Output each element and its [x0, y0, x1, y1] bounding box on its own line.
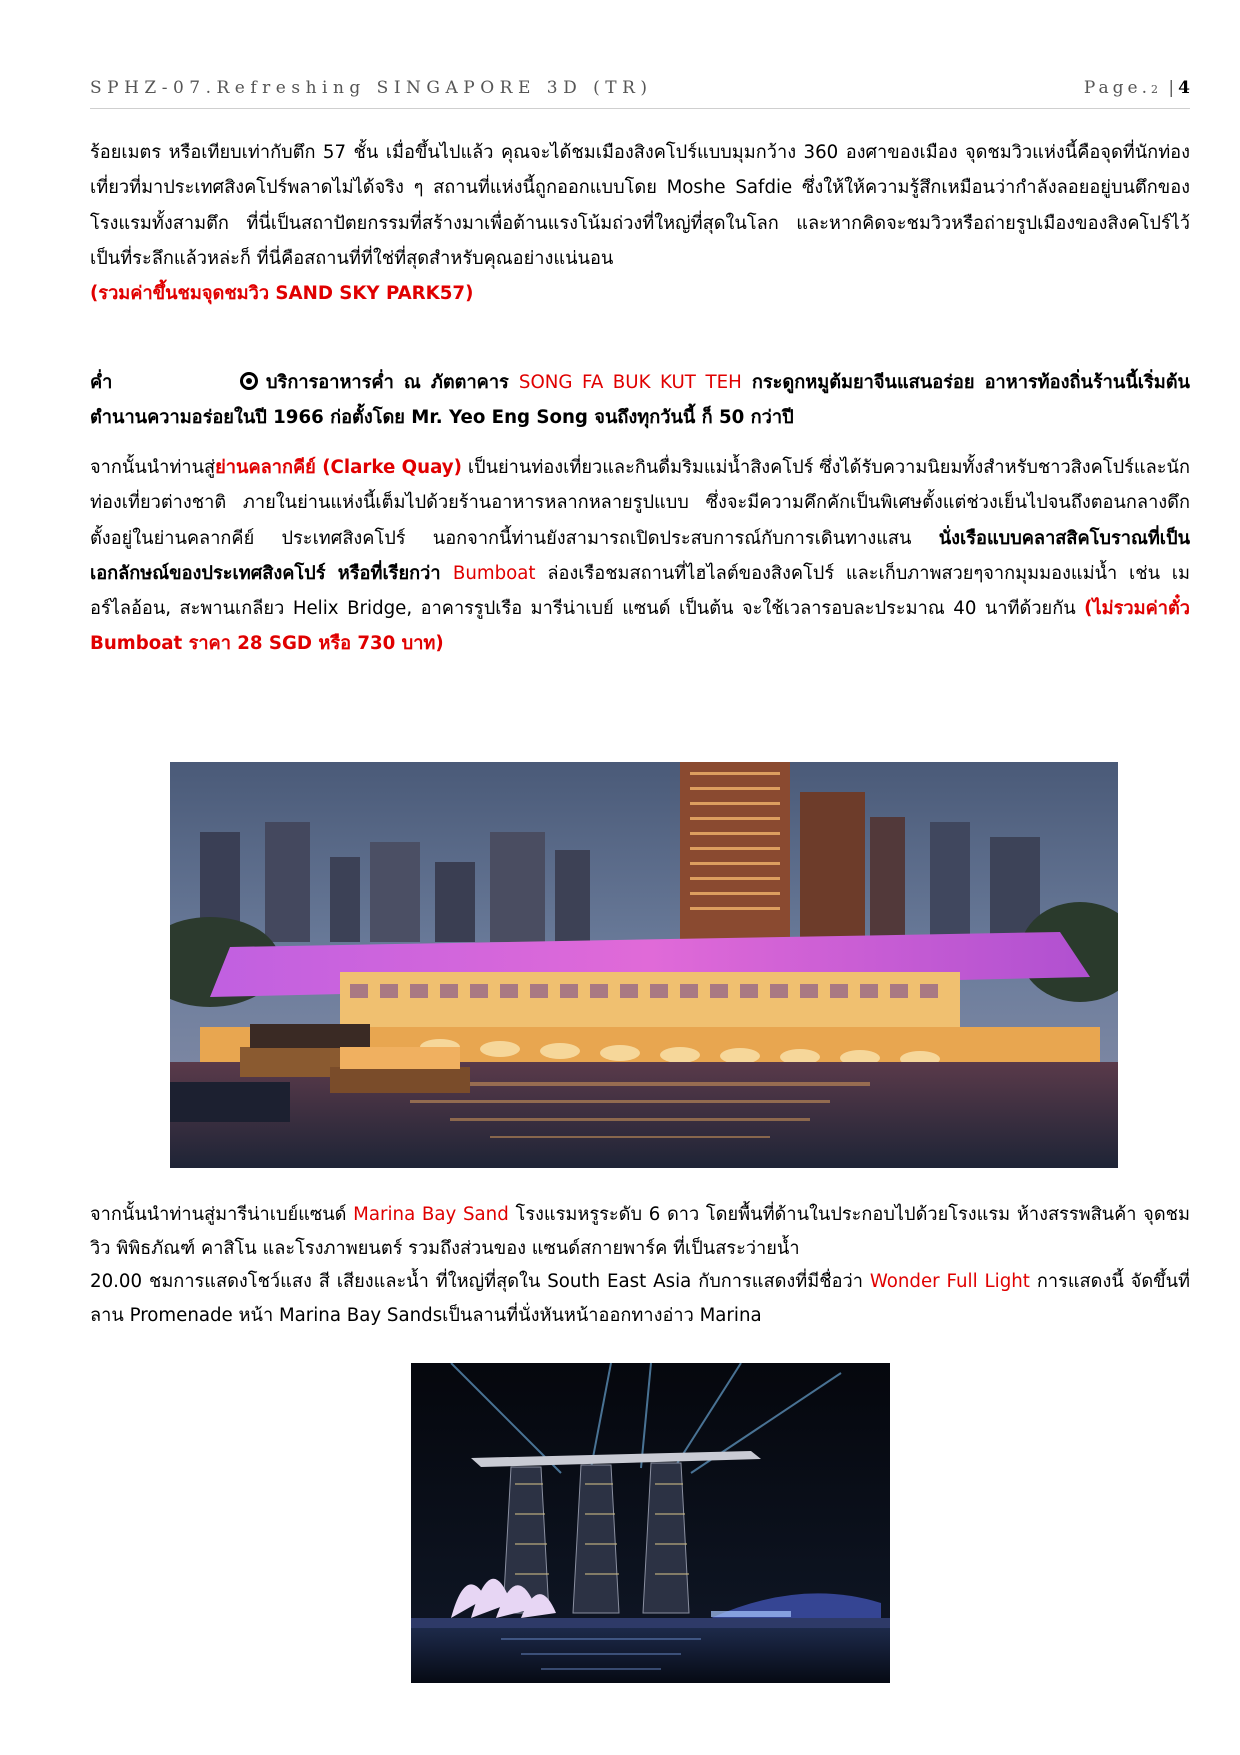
- marina-bay-paragraph: [90, 1198, 1190, 1265]
- skypark-paragraph: [90, 135, 1190, 276]
- marina-intro: จากนั้นนำท่านสู่มารีน่าเบย์แซนด์: [90, 1204, 354, 1225]
- clarke-quay-paragraph: [90, 450, 1190, 662]
- bumboat-bold: นั่งเรือแบบคลาสสิคโบราณที่เป็นเอกลักษณ์ของประเทศสิงคโปร์ หรือที่เรียกว่า: [90, 527, 1190, 584]
- dinner-text-a: บริการอาหารค่ำ ณ ภัตตาคาร: [266, 372, 519, 393]
- skypark-note-text: (รวมค่าขึ้นชมจุดชมวิว SAND SKY PARK57): [90, 283, 474, 305]
- page-number-block: [1084, 78, 1190, 98]
- page-word: Page.: [1083, 78, 1152, 98]
- marina-name: Marina Bay Sand: [353, 1204, 509, 1225]
- clarke-text-a: เป็นย่านท่องเที่ยวและกินดื่มริมแม่น้ำสิงคโปร์ ซึ่งได้รับความนิยมทั้งสำหรับชาวสิงคโปร์และนักท่องเที่ยวต่างชาติ ภายในย่านแห่งนี้เต็มไปด้วยร้านอาหารหลากหลายรูปแบบ ซึ่งจะมีความคึกคักเป็นพิเศษตั้งแต่ช่วงเย็นไปจนถึงตอนกลางดึก ตั้งอยู่ในย่านคลากคีย์ ประเทศสิงคโปร์ นอกจากนี้ท่านยังสามารถเปิดประสบการณ์กับการเดินทางแสน: [90, 457, 1190, 549]
- document-title: SPHZ-07.Refreshing SINGAPORE 3D (TR): [90, 78, 653, 98]
- marina-bay-sands-photo: [411, 1363, 890, 1683]
- page-number: 4: [1178, 78, 1190, 98]
- clarke-quay-photo: [170, 762, 1118, 1168]
- plate-icon: [240, 372, 258, 390]
- skypark-text: ร้อยเมตร หรือเทียบเท่ากับตึก 57 ชั้น เมื่อขึ้นไปแล้ว คุณจะได้ชมเมืองสิงคโปร์แบบมุมกว้าง 360 องศาของเมือง จุดชมวิวแห่งนี้คือจุดที่นักท่องเที่ยวที่มาประเทศสิงคโปร์พลาดไม่ได้จริง ๆ สถานที่แห่งนี้ถูกออกแบบโดย Moshe Safdie ซึ่งให้ให้ความรู้สึกเหมือนว่ากำลังลอยอยู่บนตึกของโรงแรมทั้งสามตึก ที่นี่เป็นสถาปัตยกรรมที่สร้างมาเพื่อต้านแรงโน้มถ่วงที่ใหญ่ที่สุดในโลก และหากคิดจะชมวิวหรือถ่ายรูปเมืองของสิงคโปร์ไว้เป็นที่ระลึกแล้วหล่ะก็ ที่นี่คือสถานที่ที่ใช่ที่สุดสำหรับคุณอย่างแน่นอน: [90, 142, 1190, 269]
- clarke-note: (ไม่รวมค่าตั๋ว Bumboat ราคา 28 SGD หรือ 730 บาท): [90, 598, 1190, 655]
- marina-text-d: เป็นลานที่นั่งหันหน้าออกทางอ่าว Marina: [442, 1304, 762, 1326]
- wonder-full-paragraph: [90, 1265, 1190, 1332]
- restaurant-name: SONG FA BUK KUT TEH: [518, 372, 742, 393]
- dinner-paragraph: [90, 365, 1190, 436]
- skypark-note: [90, 276, 1190, 311]
- sands-name: Marina Bay Sands: [278, 1304, 443, 1326]
- clarke-text-b: ล่องเรือชมสถานที่ไฮไลต์ของสิงคโปร์ และเก็บภาพสวยๆจากมุมมองแม่น้ำ เช่น เมอร์ไลอ้อน, สะพานเกลียว Helix Bridge, อาคารรูปเรือ มารีน่าเบย์ แซนด์ เป็นต้น จะใช้เวลารอบละประมาณ 40 นาทีด้วยกัน: [90, 562, 1190, 620]
- marina-bay-section: [90, 1198, 1190, 1332]
- clarke-intro: จากนั้นนำท่านสู่: [90, 457, 216, 478]
- page-header: [90, 78, 1190, 109]
- clarke-quay-section: [90, 450, 1190, 662]
- dinner-section: [90, 365, 1190, 436]
- marina-text-b: 20.00 ชมการแสดงโชว์แสง สี เสียงและน้ำ ที่ใหญ่ที่สุดใน South East Asia กับการแสดงที่มีชื่อว่า: [90, 1271, 870, 1292]
- show-name: Wonder Full Light: [869, 1271, 1030, 1292]
- page-separator: |: [1168, 78, 1179, 98]
- marina-text-c: การแสดงนี้ จัดขึ้นที่ลาน Promenade หน้า: [90, 1271, 1191, 1326]
- skypark-section: [90, 135, 1190, 311]
- bumboat-name: Bumboat: [452, 562, 536, 584]
- dinner-text-b: กระดูกหมูต้มยาจีนแสนอร่อย อาหารท้องถิ่นร้านนี้เริ่มต้นตำนานความอร่อยในปี 1966 ก่อตั้งโดย Mr. Yeo Eng Song จนถึงทุกวันนี้ ก็ 50 กว่าปี: [90, 372, 1190, 429]
- clarke-place: ย่านคลากคีย์ (Clarke Quay): [215, 457, 462, 478]
- dinner-label: ค่ำ: [90, 372, 113, 393]
- page-small: 2: [1151, 83, 1160, 96]
- marina-text-a: โรงแรมหรูระดับ 6 ดาว โดยพื้นที่ด้านในประกอบไปด้วยโรงแรม ห้างสรรพสินค้า จุดชมวิว พิพิธภัณฑ์ คาสิโน และโรงภาพยนตร์ รวมถึงส่วนของ แซนด์สกายพาร์ค ที่เป็นสระว่ายน้ำ: [90, 1204, 1190, 1259]
